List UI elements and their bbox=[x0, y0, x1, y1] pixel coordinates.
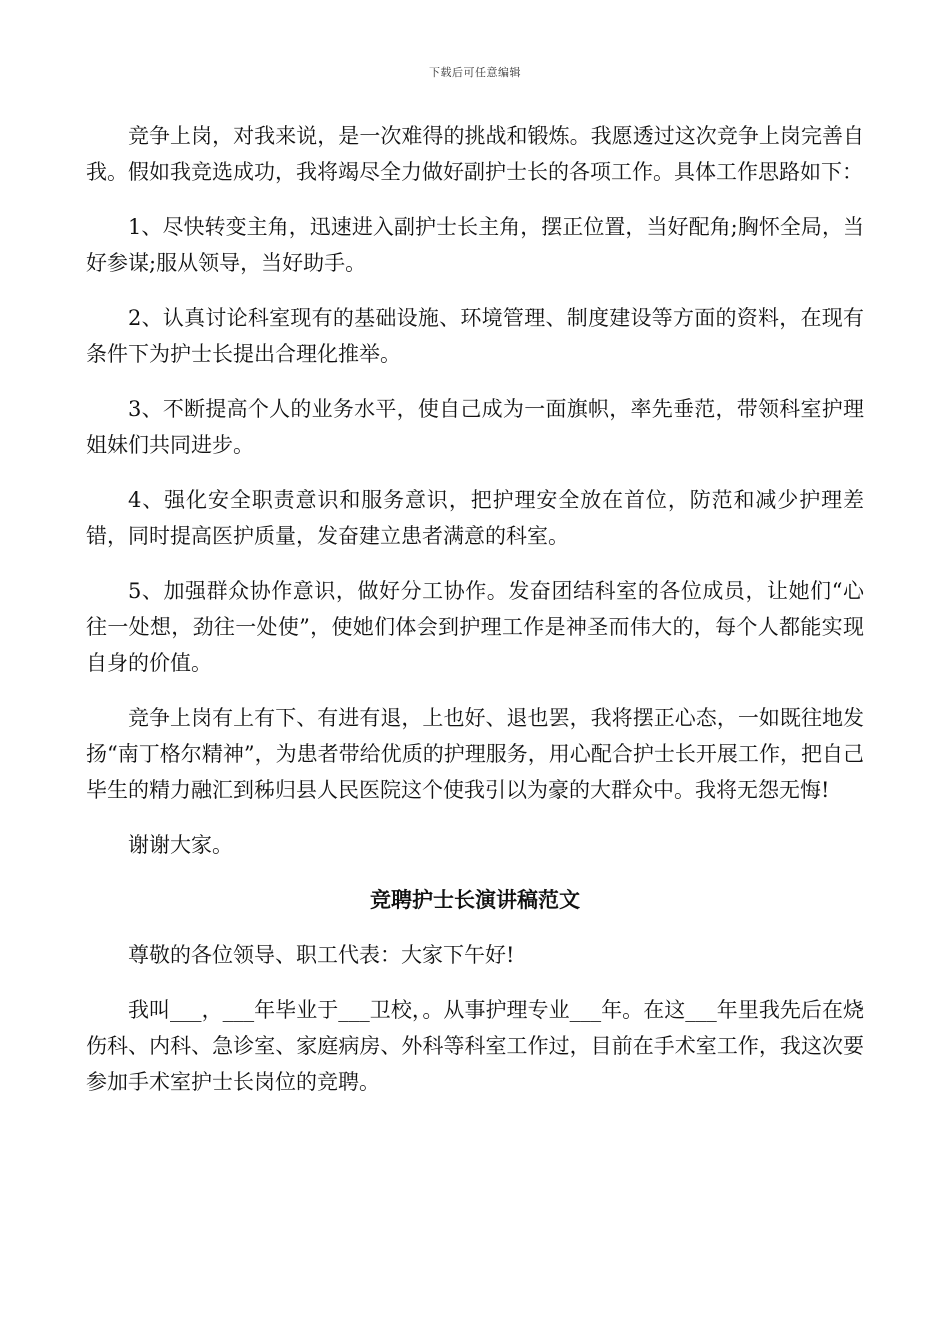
paragraph-thanks: 谢谢大家。 bbox=[128, 833, 233, 857]
paragraph-intro: 竞争上岗，对我来说，是一次难得的挑战和锻炼。我愿透过这次竞争上岗完善自我。假如我竞选成功，我将竭尽全力做好副护士长的各项工作。具体工作思路如下： bbox=[86, 124, 864, 184]
paragraph-item-3: 3、不断提高个人的业务水平，使自己成为一面旗帜，率先垂范，带领科室护理姐妹们共同进步。 bbox=[86, 397, 864, 457]
page-header-note: 下载后可任意编辑 bbox=[429, 66, 521, 79]
paragraph-item-2: 2、认真讨论科室现有的基础设施、环境管理、制度建设等方面的资料，在现有条件下为护士长提出合理化推举。 bbox=[86, 306, 864, 366]
paragraph-self-intro: 我叫___，___年毕业于___卫校，。从事护理专业___年。在这___年里我先后在烧伤科、内科、急诊室、家庭病房、外科等科室工作过，目前在手术室工作，我这次要参加手术室护士长岗位的竞聘。 bbox=[86, 998, 864, 1094]
paragraph-item-5: 5、加强群众协作意识，做好分工协作。发奋团结科室的各位成员，让她们“心往一处想，劲往一处使”，使她们体会到护理工作是神圣而伟大的，每个人都能实现自身的价值。 bbox=[86, 579, 864, 675]
document-body bbox=[86, 118, 864, 1119]
paragraph-item-4: 4、强化安全职责意识和服务意识，把护理安全放在首位，防范和减少护理差错，同时提高医护质量，发奋建立患者满意的科室。 bbox=[86, 488, 864, 548]
section-title: 竞聘护士长演讲稿范文 bbox=[370, 887, 580, 912]
paragraph-conclusion: 竞争上岗有上有下、有进有退，上也好、退也罢，我将摆正心态，一如既往地发扬“南丁格尔精神”，为患者带给优质的护理服务，用心配合护士长开展工作，把自己毕生的精力融汇到秭归县人民医院这个使我引以为豪的大群众中。我将无怨无悔! bbox=[86, 706, 864, 802]
paragraph-item-1: 1、尽快转变主角，迅速进入副护士长主角，摆正位置，当好配角;胸怀全局，当好参谋;服从领导，当好助手。 bbox=[86, 215, 864, 275]
paragraph-greeting: 尊敬的各位领导、职工代表：大家下午好! bbox=[128, 943, 515, 967]
